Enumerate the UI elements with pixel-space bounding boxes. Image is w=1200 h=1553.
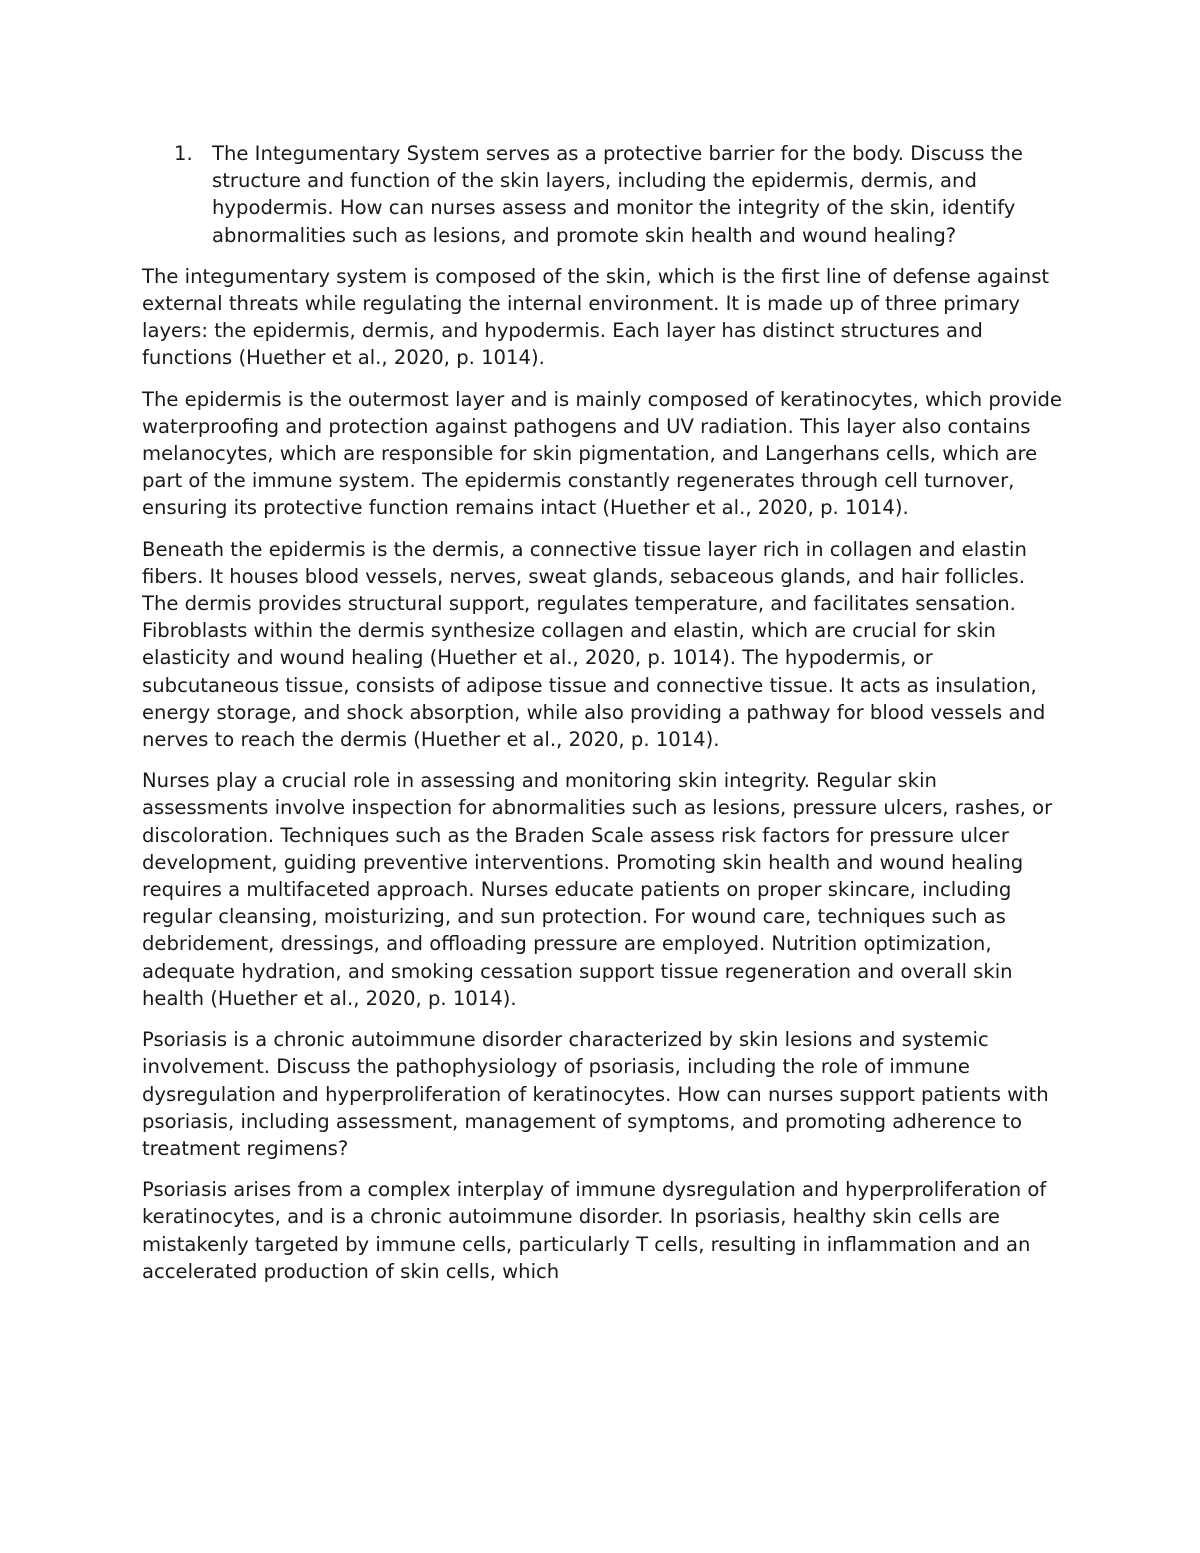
- paragraph-epidermis: The epidermis is the outermost layer and is mainly composed of keratinocytes, which provide waterproofing and protection against pathogens and UV radiation. This layer also contains melanocytes, which are responsible for skin pigmentation, and Langerhans cells, which are part of the immune system. The epidermis constantly regenerates through cell turnover, ensuring its protective function remains intact (Huether et al., 2020, p. 1014).: [142, 387, 1062, 520]
- question-1: [142, 140, 1067, 249]
- document-body: [142, 140, 1067, 1299]
- list-number: 1.: [174, 142, 193, 165]
- paragraph-psoriasis-question: Psoriasis is a chronic autoimmune disorder characterized by skin lesions and systemic involvement. Discuss the pathophysiology of psoriasis, including the role of immune dysregulation and hyperproliferation of keratinocytes. How can nurses support patients with psoriasis, including assessment, management of symptoms, and promoting adherence to treatment regimens?: [142, 1028, 1049, 1160]
- question-text: The Integumentary System serves as a protective barrier for the body. Discuss the structure and function of the skin layers, including the epidermis, dermis, and hypodermis. How can nurses assess and monitor the integrity of the skin, identify abnormalities such as lesions, and promote skin health and wound healing?: [212, 142, 1023, 247]
- paragraph-psoriasis-pathophysiology: Psoriasis arises from a complex interplay of immune dysregulation and hyperproliferation of keratinocytes, and is a chronic autoimmune disorder. In psoriasis, healthy skin cells are mistakenly targeted by immune cells, particularly T cells, resulting in inflammation and an accelerated production of skin cells, which: [142, 1178, 1047, 1283]
- paragraph-dermis-hypodermis: Beneath the epidermis is the dermis, a connective tissue layer rich in collagen and elastin fibers. It houses blood vessels, nerves, sweat glands, sebaceous glands, and hair follicles. The dermis provides structural support, regulates temperature, and facilitates sensation. Fibroblasts within the dermis synthesize collagen and elastin, which are crucial for skin elasticity and wound healing (Huether et al., 2020, p. 1014). The hypodermis, or subcutaneous tissue, consists of adipose tissue and connective tissue. It acts as insulation, energy storage, and shock absorption, while also providing a pathway for blood vessels and nerves to reach the dermis (Huether et al., 2020, p. 1014).: [142, 537, 1046, 752]
- paragraph-nursing-assessment: Nurses play a crucial role in assessing and monitoring skin integrity. Regular skin assessments involve inspection for abnormalities such as lesions, pressure ulcers, rashes, or discoloration. Techniques such as the Braden Scale assess risk factors for pressure ulcer development, guiding preventive interventions. Promoting skin health and wound healing requires a multifaceted approach. Nurses educate patients on proper skincare, including regular cleansing, moisturizing, and sun protection. For wound care, techniques such as debridement, dressings, and offloading pressure are employed. Nutrition optimization, adequate hydration, and smoking cessation support tissue regeneration and overall skin health (Huether et al., 2020, p. 1014).: [142, 769, 1053, 1010]
- paragraph-integumentary-overview: The integumentary system is composed of the skin, which is the first line of defense against external threats while regulating the internal environment. It is made up of three primary layers: the epidermis, dermis, and hypodermis. Each layer has distinct structures and functions (Huether et al., 2020, p. 1014).: [142, 264, 1050, 370]
